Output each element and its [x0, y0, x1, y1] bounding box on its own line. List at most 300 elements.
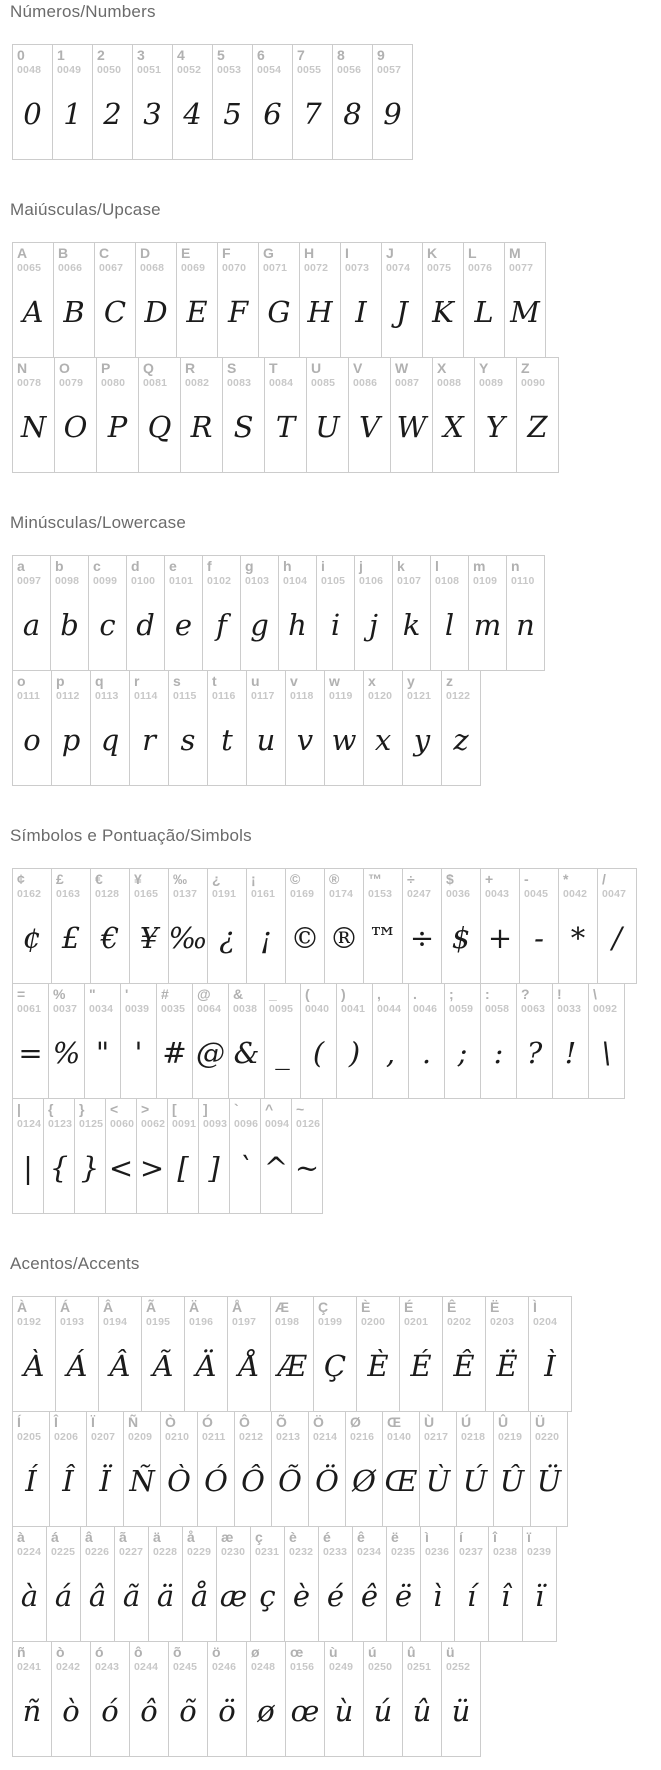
glyph-cell — [96, 357, 139, 473]
glyph-cell — [120, 983, 157, 1099]
glyph-cell — [135, 242, 177, 358]
glyph-cell — [422, 242, 464, 358]
cell-unicode-code: 0048 — [17, 64, 42, 76]
cell-unicode-code: 0081 — [143, 377, 168, 389]
glyph-cell — [250, 1526, 285, 1642]
cell-glyph-preview: Í — [25, 1464, 37, 1498]
cell-unicode-code: 0248 — [251, 1661, 276, 1673]
cell-glyph-preview: ô — [140, 1694, 158, 1728]
cell-character-label: Ç — [318, 1299, 329, 1315]
cell-glyph-preview: ù — [334, 1694, 354, 1728]
cell-glyph-preview: 9 — [383, 97, 402, 131]
cell-unicode-code: 0079 — [59, 377, 84, 389]
cell-glyph-preview: e — [174, 608, 193, 642]
glyph-cell — [51, 1641, 91, 1757]
cell-character-label: e — [169, 558, 177, 574]
glyph-cell — [126, 555, 165, 671]
cell-unicode-code: 0062 — [141, 1118, 166, 1130]
cell-character-label: q — [95, 673, 104, 689]
glyph-cell — [172, 44, 213, 160]
cell-unicode-code: 0119 — [329, 690, 353, 702]
cell-unicode-code: 0200 — [361, 1316, 386, 1328]
cell-glyph-preview: ( — [312, 1036, 325, 1070]
cell-glyph-preview: R — [190, 410, 213, 444]
cell-glyph-preview: _ — [275, 1036, 290, 1070]
glyph-cell — [252, 44, 293, 160]
cell-unicode-code: 0092 — [593, 1003, 618, 1015]
cell-glyph-preview: t — [221, 723, 233, 757]
glyph-cell — [160, 1411, 198, 1527]
cell-unicode-code: 0107 — [397, 575, 422, 587]
glyph-cell — [519, 868, 559, 984]
cell-character-label: Ú — [461, 1414, 472, 1430]
cell-character-label: D — [140, 245, 151, 261]
cell-glyph-preview: © — [290, 921, 320, 955]
glyph-cell — [86, 1411, 124, 1527]
cell-character-label: £ — [56, 871, 64, 887]
glyph-cell — [234, 1411, 272, 1527]
glyph-cell — [207, 670, 247, 786]
glyph-cell — [485, 1296, 529, 1412]
cell-unicode-code: 0074 — [386, 262, 411, 274]
cell-character-label: ? — [521, 986, 530, 1002]
cell-glyph-preview: 5 — [223, 97, 242, 131]
glyph-cell — [270, 1296, 314, 1412]
cell-unicode-code: 0220 — [535, 1431, 560, 1443]
cell-unicode-code: 0241 — [17, 1661, 42, 1673]
cell-unicode-code: 0050 — [97, 64, 122, 76]
glyph-cell — [345, 1411, 383, 1527]
cell-unicode-code: 0041 — [341, 1003, 366, 1015]
glyph-cell — [292, 44, 333, 160]
glyph-cell — [92, 44, 133, 160]
cell-glyph-preview: M — [510, 295, 540, 329]
cell-unicode-code: 0211 — [202, 1431, 226, 1443]
cell-unicode-code: 0123 — [48, 1118, 73, 1130]
glyph-row — [12, 670, 661, 786]
glyph-cell — [12, 1296, 56, 1412]
cell-glyph-preview: v — [296, 723, 314, 757]
glyph-cell — [285, 670, 325, 786]
cell-unicode-code: 0140 — [387, 1431, 412, 1443]
cell-glyph-preview: ‰ — [168, 921, 208, 955]
cell-unicode-code: 0114 — [134, 690, 158, 702]
cell-character-label: ë — [391, 1529, 399, 1545]
cell-character-label: " — [89, 986, 96, 1002]
cell-character-label: ~ — [296, 1101, 305, 1117]
cell-unicode-code: 0174 — [329, 888, 354, 900]
glyph-cell — [356, 1296, 400, 1412]
cell-unicode-code: 0212 — [239, 1431, 264, 1443]
cell-glyph-preview: Î — [62, 1464, 74, 1498]
cell-unicode-code: 0043 — [485, 888, 510, 900]
glyph-cell — [441, 1641, 481, 1757]
section-lowercase — [10, 513, 661, 786]
glyph-cell — [493, 1411, 531, 1527]
cell-unicode-code: 0161 — [251, 888, 276, 900]
cell-unicode-code: 0055 — [297, 64, 322, 76]
cell-glyph-preview: - — [534, 921, 544, 955]
cell-unicode-code: 0162 — [17, 888, 42, 900]
cell-glyph-preview: õ — [179, 1694, 197, 1728]
cell-unicode-code: 0075 — [427, 262, 452, 274]
glyph-cell — [264, 983, 301, 1099]
glyph-cell — [324, 670, 364, 786]
cell-unicode-code: 0085 — [311, 377, 336, 389]
cell-unicode-code: 0094 — [265, 1118, 290, 1130]
cell-unicode-code: 0230 — [221, 1546, 246, 1558]
glyph-cell — [419, 1411, 457, 1527]
glyph-cell — [285, 868, 325, 984]
cell-unicode-code: 0156 — [290, 1661, 315, 1673]
cell-unicode-code: 0209 — [128, 1431, 153, 1443]
cell-unicode-code: 0225 — [51, 1546, 76, 1558]
cell-glyph-preview: Ñ — [129, 1464, 155, 1498]
cell-glyph-preview: î — [500, 1579, 511, 1613]
cell-unicode-code: 0053 — [217, 64, 242, 76]
cell-glyph-preview: : — [493, 1036, 504, 1070]
cell-character-label: { — [48, 1101, 54, 1117]
cell-unicode-code: 0063 — [521, 1003, 546, 1015]
cell-character-label: É — [404, 1299, 414, 1315]
cell-character-label: ê — [357, 1529, 365, 1545]
cell-glyph-preview: Á — [66, 1349, 88, 1383]
cell-character-label: J — [386, 245, 394, 261]
cell-glyph-preview: í — [466, 1579, 477, 1613]
cell-character-label: ÷ — [407, 871, 415, 887]
cell-character-label: t — [212, 673, 217, 689]
cell-character-label: Ø — [350, 1414, 361, 1430]
cell-glyph-preview: € — [100, 921, 120, 955]
cell-glyph-preview: Ò — [167, 1464, 191, 1498]
cell-character-label: j — [359, 558, 363, 574]
glyph-cell — [46, 1526, 81, 1642]
glyph-cell — [227, 1296, 271, 1412]
cell-glyph-preview: g — [250, 608, 269, 642]
cell-unicode-code: 0069 — [181, 262, 206, 274]
cell-character-label: Ô — [239, 1414, 250, 1430]
cell-unicode-code: 0203 — [490, 1316, 515, 1328]
cell-unicode-code: 0035 — [161, 1003, 186, 1015]
cell-unicode-code: 0198 — [275, 1316, 300, 1328]
cell-character-label: P — [101, 360, 111, 376]
cell-unicode-code: 0046 — [413, 1003, 438, 1015]
glyph-cell — [402, 1641, 442, 1757]
cell-unicode-code: 0216 — [350, 1431, 375, 1443]
cell-character-label: a — [17, 558, 25, 574]
cell-unicode-code: 0039 — [125, 1003, 150, 1015]
glyph-cell — [291, 1098, 323, 1214]
cell-character-label: € — [95, 871, 103, 887]
glyph-cell — [94, 242, 136, 358]
cell-glyph-preview: ^ — [263, 1151, 289, 1185]
cell-character-label: = — [17, 986, 26, 1002]
glyph-cell — [192, 983, 229, 1099]
glyph-cell — [217, 242, 259, 358]
cell-glyph-preview: D — [144, 295, 168, 329]
glyph-cell — [202, 555, 241, 671]
cell-character-label: Ä — [189, 1299, 200, 1315]
cell-glyph-preview: U — [315, 410, 340, 444]
cell-glyph-preview: ç — [259, 1579, 276, 1613]
section-title-lowercase: Minúsculas/Lowercase — [10, 513, 186, 532]
cell-character-label: Z — [521, 360, 530, 376]
cell-glyph-preview: T — [275, 410, 296, 444]
cell-character-label: ` — [234, 1101, 239, 1117]
glyph-cell — [299, 242, 341, 358]
glyph-cell — [240, 555, 279, 671]
cell-glyph-preview: ¢ — [22, 921, 42, 955]
cell-glyph-preview: â — [88, 1579, 107, 1613]
glyph-cell — [258, 242, 300, 358]
cell-unicode-code: 0199 — [318, 1316, 343, 1328]
cell-unicode-code: 0242 — [56, 1661, 81, 1673]
glyph-cell — [168, 868, 208, 984]
cell-character-label: h — [283, 558, 292, 574]
cell-glyph-preview: k — [402, 608, 421, 642]
cell-glyph-preview: ~ — [294, 1151, 320, 1185]
cell-unicode-code: 0044 — [377, 1003, 402, 1015]
cell-glyph-preview: ó — [101, 1694, 119, 1728]
cell-glyph-preview: A — [22, 295, 44, 329]
cell-glyph-preview: ® — [329, 921, 359, 955]
glyph-cell — [48, 983, 85, 1099]
cell-unicode-code: 0052 — [177, 64, 202, 76]
cell-glyph-preview: Z — [527, 410, 548, 444]
cell-character-label: - — [524, 871, 529, 887]
cell-glyph-preview: ñ — [22, 1694, 42, 1728]
cell-character-label: X — [437, 360, 447, 376]
glyph-cell — [552, 983, 589, 1099]
cell-glyph-preview: à — [20, 1579, 39, 1613]
cell-character-label: > — [141, 1101, 150, 1117]
cell-character-label: ì — [425, 1529, 429, 1545]
cell-glyph-preview: L — [474, 295, 494, 329]
cell-character-label: F — [222, 245, 231, 261]
glyph-cell — [167, 1098, 199, 1214]
cell-unicode-code: 0163 — [56, 888, 81, 900]
cell-unicode-code: 0121 — [407, 690, 432, 702]
cell-glyph-preview: 6 — [263, 97, 282, 131]
cell-glyph-preview: Y — [485, 410, 506, 444]
glyph-grid-lowercase — [12, 555, 661, 786]
cell-character-label: ç — [255, 1529, 263, 1545]
cell-character-label: ‰ — [173, 871, 187, 887]
cell-glyph-preview: * — [570, 921, 586, 955]
cell-glyph-preview: ö — [218, 1694, 236, 1728]
cell-character-label: g — [245, 558, 254, 574]
cell-character-label: ò — [56, 1644, 65, 1660]
cell-unicode-code: 0093 — [203, 1118, 228, 1130]
cell-unicode-code: 0065 — [17, 262, 42, 274]
cell-character-label: Ñ — [128, 1414, 139, 1430]
cell-unicode-code: 0042 — [563, 888, 588, 900]
glyph-cell — [90, 670, 130, 786]
cell-character-label: c — [93, 558, 101, 574]
cell-unicode-code: 0251 — [407, 1661, 432, 1673]
cell-character-label: ^ — [265, 1101, 274, 1117]
cell-character-label: ¡ — [251, 871, 256, 887]
cell-glyph-preview: + — [487, 921, 513, 955]
cell-unicode-code: 0040 — [305, 1003, 330, 1015]
cell-glyph-preview: l — [444, 608, 455, 642]
cell-unicode-code: 0218 — [461, 1431, 486, 1443]
cell-glyph-preview: % — [52, 1036, 81, 1070]
cell-character-label: [ — [172, 1101, 177, 1117]
glyph-cell — [430, 555, 469, 671]
cell-unicode-code: 0045 — [524, 888, 549, 900]
section-symbols — [10, 826, 661, 1214]
cell-unicode-code: 0071 — [263, 262, 288, 274]
cell-character-label: 7 — [297, 47, 305, 63]
cell-glyph-preview: [ — [177, 1151, 189, 1185]
cell-character-label: m — [473, 558, 486, 574]
cell-character-label: , — [377, 986, 381, 1002]
cell-character-label: ¥ — [134, 871, 142, 887]
cell-unicode-code: 0033 — [557, 1003, 582, 1015]
cell-glyph-preview: û — [412, 1694, 432, 1728]
cell-glyph-preview: o — [23, 723, 41, 757]
cell-character-label: Å — [232, 1299, 243, 1315]
cell-glyph-preview: ÷ — [409, 921, 435, 955]
cell-glyph-preview: ï — [534, 1579, 545, 1613]
cell-unicode-code: 0113 — [95, 690, 119, 702]
glyph-cell — [382, 1411, 420, 1527]
cell-glyph-preview: P — [107, 410, 128, 444]
glyph-cell — [53, 242, 95, 358]
cell-character-label: | — [17, 1101, 21, 1117]
cell-glyph-preview: Å — [238, 1349, 260, 1383]
cell-unicode-code: 0089 — [479, 377, 504, 389]
cell-unicode-code: 0246 — [212, 1661, 237, 1673]
cell-unicode-code: 0125 — [79, 1118, 104, 1130]
cell-unicode-code: 0245 — [173, 1661, 198, 1673]
cell-glyph-preview: w — [331, 723, 357, 757]
cell-glyph-preview: è — [292, 1579, 311, 1613]
cell-glyph-preview: q — [100, 723, 120, 757]
cell-unicode-code: 0228 — [153, 1546, 178, 1558]
cell-character-label: l — [435, 558, 439, 574]
cell-glyph-preview: # — [162, 1036, 187, 1070]
cell-character-label: S — [227, 360, 237, 376]
glyph-cell — [468, 555, 507, 671]
cell-glyph-preview: m — [473, 608, 502, 642]
cell-unicode-code: 0084 — [269, 377, 294, 389]
cell-glyph-preview: $ — [451, 921, 471, 955]
cell-character-label: ñ — [17, 1644, 26, 1660]
cell-unicode-code: 0112 — [56, 690, 80, 702]
cell-character-label: w — [329, 673, 340, 689]
cell-glyph-preview: Ö — [315, 1464, 339, 1498]
glyph-cell — [156, 983, 193, 1099]
cell-character-label: 4 — [177, 47, 185, 63]
cell-unicode-code: 0252 — [446, 1661, 471, 1673]
cell-unicode-code: 0206 — [54, 1431, 79, 1443]
cell-glyph-preview: Ê — [453, 1349, 475, 1383]
glyph-cell — [363, 868, 403, 984]
cell-glyph-preview: F — [227, 295, 249, 329]
cell-unicode-code: 0066 — [58, 262, 83, 274]
glyph-cell — [12, 1411, 50, 1527]
glyph-row — [12, 44, 661, 160]
glyph-cell — [432, 357, 475, 473]
cell-glyph-preview: K — [432, 295, 454, 329]
cell-glyph-preview: Â — [109, 1349, 131, 1383]
glyph-cell — [54, 357, 97, 473]
glyph-cell — [506, 555, 545, 671]
cell-unicode-code: 0049 — [57, 64, 82, 76]
cell-glyph-preview: i — [330, 608, 341, 642]
glyph-cell — [318, 1526, 353, 1642]
cell-character-label: M — [509, 245, 521, 261]
glyph-row — [12, 1641, 661, 1757]
cell-unicode-code: 0210 — [165, 1431, 190, 1443]
cell-character-label: 9 — [377, 47, 385, 63]
cell-glyph-preview: Æ — [277, 1349, 307, 1383]
cell-glyph-preview: Œ — [384, 1464, 418, 1498]
cell-glyph-preview: J — [396, 295, 408, 329]
cell-character-label: i — [321, 558, 325, 574]
cell-glyph-preview: ã — [122, 1579, 141, 1613]
cell-glyph-preview: ) — [348, 1036, 361, 1070]
cell-unicode-code: 0078 — [17, 377, 42, 389]
cell-glyph-preview: Ã — [152, 1349, 174, 1383]
cell-unicode-code: 0194 — [103, 1316, 128, 1328]
cell-glyph-preview: ™ — [368, 921, 398, 955]
glyph-cell — [300, 983, 337, 1099]
cell-unicode-code: 0106 — [359, 575, 384, 587]
cell-character-label: ú — [368, 1644, 377, 1660]
cell-unicode-code: 0247 — [407, 888, 432, 900]
cell-unicode-code: 0213 — [276, 1431, 301, 1443]
cell-unicode-code: 0120 — [368, 690, 393, 702]
cell-unicode-code: 0202 — [447, 1316, 472, 1328]
cell-character-label: ã — [119, 1529, 127, 1545]
cell-character-label: ] — [203, 1101, 208, 1117]
cell-character-label: A — [17, 245, 28, 261]
glyph-cell — [408, 983, 445, 1099]
cell-unicode-code: 0232 — [289, 1546, 314, 1558]
cell-unicode-code: 0128 — [95, 888, 120, 900]
glyph-cell — [363, 1641, 403, 1757]
cell-glyph-preview: W — [396, 410, 427, 444]
glyph-cell — [324, 868, 364, 984]
cell-character-label: û — [407, 1644, 416, 1660]
glyph-cell — [441, 670, 481, 786]
cell-glyph-preview: Ç — [323, 1349, 347, 1383]
cell-glyph-preview: Ì — [544, 1349, 556, 1383]
cell-character-label: Û — [498, 1414, 509, 1430]
glyph-cell — [229, 1098, 261, 1214]
glyph-cell — [285, 1641, 325, 1757]
cell-glyph-preview: j — [369, 608, 378, 642]
cell-glyph-preview: s — [180, 723, 196, 757]
glyph-cell — [442, 1296, 486, 1412]
cell-character-label: ù — [329, 1644, 338, 1660]
glyph-cell — [284, 1526, 319, 1642]
cell-glyph-preview: / — [612, 921, 622, 955]
glyph-cell — [12, 242, 54, 358]
cell-character-label: x — [368, 673, 376, 689]
cell-character-label: Ö — [313, 1414, 324, 1430]
cell-glyph-preview: È — [367, 1349, 389, 1383]
cell-character-label: V — [353, 360, 363, 376]
cell-glyph-preview: = — [18, 1036, 43, 1070]
cell-character-label: ø — [251, 1644, 260, 1660]
cell-unicode-code: 0076 — [468, 262, 493, 274]
cell-unicode-code: 0204 — [533, 1316, 558, 1328]
cell-character-label: & — [233, 986, 244, 1002]
